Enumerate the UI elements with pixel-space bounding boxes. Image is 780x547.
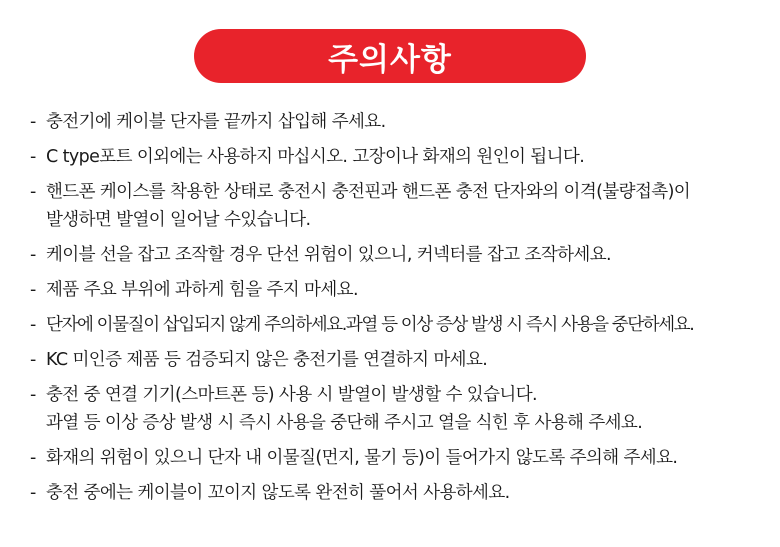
bullet-dash: - (30, 280, 36, 300)
bullet-dash: - (30, 315, 36, 335)
notice-line: KC 미인증 제품 등 검증되지 않은 충전기를 연결하지 마세요. (46, 350, 488, 370)
notice-line: 제품 주요 부위에 과하게 힘을 주지 마세요. (46, 280, 358, 300)
notice-line: C type포트 이외에는 사용하지 마십시오. 고장이나 화재의 원인이 됩니다. (46, 147, 585, 167)
bullet-dash: - (30, 483, 36, 503)
notice-item (30, 178, 765, 234)
title-banner (194, 29, 586, 83)
notice-item (30, 241, 765, 269)
notice-line: 충전 중 연결 기기(스마트폰 등) 사용 시 발열이 발생할 수 있습니다. (46, 385, 537, 405)
bullet-dash: - (30, 182, 36, 202)
notice-item (30, 108, 765, 136)
bullet-dash: - (30, 112, 36, 132)
notice-item (30, 143, 765, 171)
notice-line: 충전기에 케이블 단자를 끝까지 삽입해 주세요. (46, 112, 386, 132)
bullet-dash: - (30, 147, 36, 167)
notice-item (30, 444, 765, 472)
page-title: 주의사항 (328, 41, 452, 78)
notice-item (30, 479, 765, 507)
notice-item (30, 311, 765, 339)
notice-line: 과열 등 이상 증상 발생 시 즉시 사용을 중단해 주시고 열을 식힌 후 사용해 주세요. (46, 413, 643, 433)
notice-item (30, 346, 765, 374)
notice-list (30, 108, 765, 514)
notice-item (30, 381, 765, 437)
notice-line: 발생하면 발열이 일어날 수있습니다. (46, 210, 311, 230)
bullet-dash: - (30, 245, 36, 265)
notice-line: 화재의 위험이 있으니 단자 내 이물질(먼지, 물기 등)이 들어가지 않도록 주의해 주세요. (46, 448, 678, 468)
bullet-dash: - (30, 350, 36, 370)
notice-line: 단자에 이물질이 삽입되지 않게 주의하세요.과열 등 이상 증상 발생 시 즉시 사용을 중단하세요. (46, 315, 694, 335)
bullet-dash: - (30, 448, 36, 468)
notice-item (30, 276, 765, 304)
notice-line: 핸드폰 케이스를 착용한 상태로 충전시 충전핀과 핸드폰 충전 단자와의 이격(불량접촉)이 (46, 182, 691, 202)
notice-line: 케이블 선을 잡고 조작할 경우 단선 위험이 있으니, 커넥터를 잡고 조작하세요. (46, 245, 612, 265)
notice-line: 충전 중에는 케이블이 꼬이지 않도록 완전히 풀어서 사용하세요. (46, 483, 510, 503)
bullet-dash: - (30, 385, 36, 405)
